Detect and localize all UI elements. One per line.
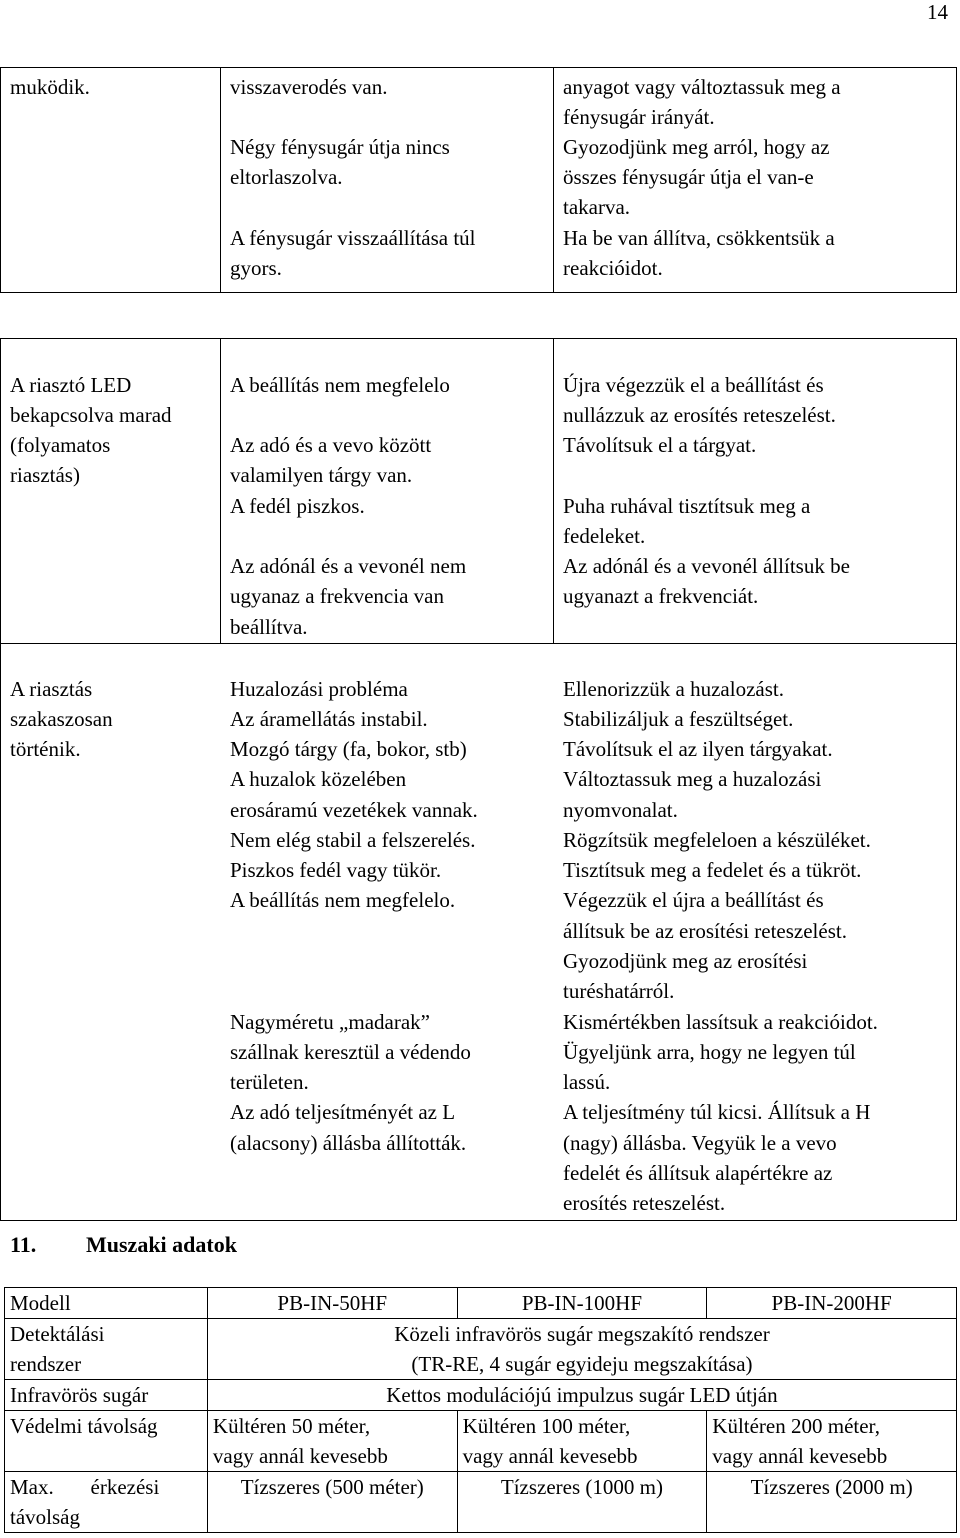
cause-text: Nem elég stabil a felszerelés. <box>230 828 476 852</box>
remedy-text: Puha ruhával tisztítsuk meg a <box>563 494 811 518</box>
cause-text: Az adónál és a vevonél nem <box>230 554 467 578</box>
column-divider <box>220 67 221 293</box>
cell-text: reakcióidot. <box>563 256 663 280</box>
symptom-text: riasztás) <box>10 463 80 487</box>
symptom-text: (folyamatos <box>10 433 111 457</box>
table-row <box>5 1288 957 1319</box>
table-row <box>5 1411 957 1472</box>
cause-text: Az adó teljesítményét az L <box>230 1100 456 1124</box>
symptom-text: szakaszosan <box>10 707 113 731</box>
cell-text: muködik. <box>10 75 90 99</box>
cause-text: (alacsony) állásba állították. <box>230 1131 467 1155</box>
column-divider <box>553 338 554 644</box>
spec-value: Tízszeres (2000 m) <box>707 1472 957 1533</box>
spec-table <box>4 1287 957 1533</box>
cause-text: beállítva. <box>230 615 308 639</box>
cell-text: visszaverodés van. <box>230 75 388 99</box>
symptom-text: bekapcsolva marad <box>10 403 172 427</box>
remedy-text: Újra végezzük el a beállítást és <box>563 373 824 397</box>
cause-text: Mozgó tárgy (fa, bokor, stb) <box>230 737 467 761</box>
model-name: PB-IN-100HF <box>457 1288 707 1319</box>
spec-label: Modell <box>5 1288 208 1319</box>
cause-text: területen. <box>230 1070 309 1094</box>
remedy-text: Stabilizáljuk a feszültséget. <box>563 707 794 731</box>
cause-text: erosáramú vezetékek vannak. <box>230 798 478 822</box>
row-divider <box>0 643 957 644</box>
remedy-text: Távolítsuk el az ilyen tárgyakat. <box>563 737 833 761</box>
model-name: PB-IN-50HF <box>207 1288 457 1319</box>
spec-label: Védelmi távolság <box>5 1411 208 1472</box>
symptom-text: A riasztás <box>10 677 93 701</box>
spec-value: Kültéren 200 méter, vagy annál kevesebb <box>707 1411 957 1472</box>
cause-text: ugyanaz a frekvencia van <box>230 584 444 608</box>
remedy-text: (nagy) állásba. Vegyük le a vevo <box>563 1131 837 1155</box>
cell-text: fénysugár irányát. <box>563 105 715 129</box>
cell-text: takarva. <box>563 195 631 219</box>
symptom-text: A riasztó LED <box>10 373 132 397</box>
cause-text: A fedél piszkos. <box>230 494 365 518</box>
remedy-text: Változtassuk meg a huzalozási <box>563 767 822 791</box>
cause-text: szállnak keresztül a védendo <box>230 1040 471 1064</box>
cell-text: eltorlaszolva. <box>230 165 343 189</box>
spec-label: Max. érkezési távolság <box>5 1472 208 1533</box>
cause-text: valamilyen tárgy van. <box>230 463 413 487</box>
column-divider <box>553 67 554 293</box>
symptom-text: történik. <box>10 737 81 761</box>
spec-value: Közeli infravörös sugár megszakító rendszer (TR-RE, 4 sugár egyideju megszakítása) <box>207 1319 956 1380</box>
remedy-text: Rögzítsük megfeleloen a készüléket. <box>563 828 871 852</box>
cause-text: A huzalok közelében <box>230 767 407 791</box>
cell-text: Ha be van állítva, csökkentsük a <box>563 226 835 250</box>
remedy-text: Tisztítsuk meg a fedelet és a tükröt. <box>563 858 862 882</box>
cause-text: Az adó és a vevo között <box>230 433 432 457</box>
table-row <box>5 1319 957 1380</box>
remedy-text: Gyozodjünk meg az erosítési <box>563 949 808 973</box>
spec-value: Kültéren 100 méter, vagy annál kevesebb <box>457 1411 707 1472</box>
table-row <box>5 1472 957 1533</box>
remedy-text: turéshatárról. <box>563 979 675 1003</box>
cell-text: összes fénysugár útja el van-e <box>563 165 814 189</box>
cell-text: gyors. <box>230 256 282 280</box>
remedy-text: Kismértékben lassítsuk a reakcióidot. <box>563 1010 878 1034</box>
remedy-text: fedeleket. <box>563 524 646 548</box>
spec-value: Tízszeres (1000 m) <box>457 1472 707 1533</box>
spec-value: Tízszeres (500 méter) <box>207 1472 457 1533</box>
cell-text: Négy fénysugár útja nincs <box>230 135 450 159</box>
remedy-text: lassú. <box>563 1070 611 1094</box>
page-number: 14 <box>927 0 948 24</box>
table-row <box>5 1380 957 1411</box>
spec-label: Infravörös sugár <box>5 1380 208 1411</box>
remedy-text: Ellenorizzük a huzalozást. <box>563 677 784 701</box>
cell-text: Gyozodjünk meg arról, hogy az <box>563 135 830 159</box>
remedy-text: erosítés reteszelést. <box>563 1191 726 1215</box>
remedy-text: A teljesítmény túl kicsi. Állítsuk a H <box>563 1100 871 1124</box>
column-divider <box>220 338 221 644</box>
cell-text: anyagot vagy változtassuk meg a <box>563 75 841 99</box>
remedy-text: nullázzuk az erosítés reteszelést. <box>563 403 836 427</box>
section-heading <box>10 1232 237 1258</box>
remedy-text: állítsuk be az erosítési reteszelést. <box>563 919 847 943</box>
remedy-text: Távolítsuk el a tárgyat. <box>563 433 757 457</box>
cause-text: A beállítás nem megfelelo. <box>230 888 456 912</box>
remedy-text: Ügyeljünk arra, hogy ne legyen túl <box>563 1040 856 1064</box>
section-number: 11. <box>10 1232 37 1257</box>
spec-value: Kettos modulációjú impulzus sugár LED útján <box>207 1380 956 1411</box>
spec-value: Kültéren 50 méter, vagy annál kevesebb <box>207 1411 457 1472</box>
cell-text: A fénysugár visszaállítása túl <box>230 226 476 250</box>
cause-text: Az áramellátás instabil. <box>230 707 428 731</box>
cause-text: Nagyméretu „madarak” <box>230 1010 430 1034</box>
remedy-text: Végezzük el újra a beállítást és <box>563 888 824 912</box>
spec-label: Detektálási rendszer <box>5 1319 208 1380</box>
cause-text: Huzalozási probléma <box>230 677 408 701</box>
remedy-text: ugyanazt a frekvenciát. <box>563 584 759 608</box>
remedy-text: fedelét és állítsuk alapértékre az <box>563 1161 833 1185</box>
cause-text: Piszkos fedél vagy tükör. <box>230 858 442 882</box>
cause-text: A beállítás nem megfelelo <box>230 373 450 397</box>
section-title: Muszaki adatok <box>86 1232 237 1257</box>
model-name: PB-IN-200HF <box>707 1288 957 1319</box>
remedy-text: Az adónál és a vevonél állítsuk be <box>563 554 850 578</box>
remedy-text: nyomvonalat. <box>563 798 678 822</box>
